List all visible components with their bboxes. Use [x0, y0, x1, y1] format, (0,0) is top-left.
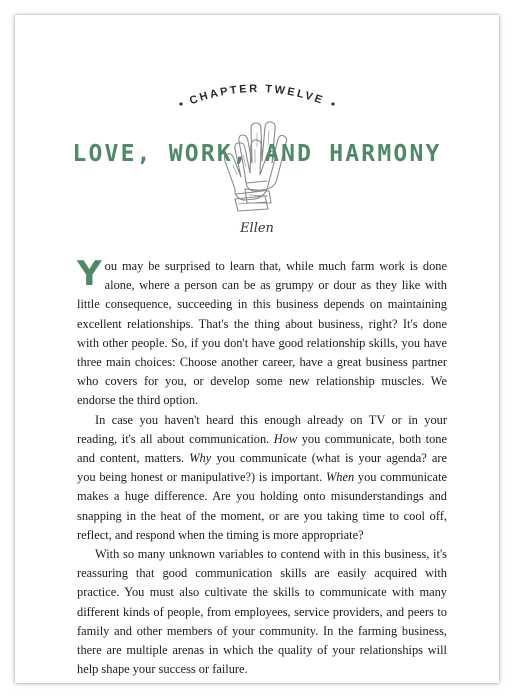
- chapter-author: Ellen: [240, 221, 274, 236]
- chapter-title: LOVE, WORK, AND HARMONY: [72, 141, 442, 167]
- p2-emphasis-why: Why: [189, 451, 212, 466]
- p2-text-b: you communicate, both tone and content, matters.: [77, 431, 447, 466]
- p2-text-d: you communicate makes a huge difference. Are you holding onto misunderstandings and snapping in the heat of the moment, or are you taking time to cool off, reflect, and respond when the timing is more appropriate?: [77, 470, 447, 542]
- p2-text-c: you communicate (what is your agenda? are you being honest or manipulative?) is important.: [77, 451, 447, 485]
- p2-emphasis-when: When: [325, 470, 355, 485]
- bullet-right: [331, 102, 334, 105]
- drop-cap: Y: [77, 254, 102, 294]
- p2-emphasis-how: How: [273, 431, 298, 446]
- paragraph-3: [77, 545, 447, 679]
- paragraph-2: [77, 411, 447, 545]
- body-text: [77, 254, 447, 679]
- paragraph-1-text: ou may be surprised to learn that, while much farm work is done alone, where a person can be as grumpy or dour as they like with little consequence, succeeding in this business depends on maintaining excellent relationships. That's the thing about business, right? It's done with other people. So, if you don't have good relationship skills, you have three main choices: Choose another career, have a great business partner who covers for you, or develop some new relationship muscles. We endorse the third option.: [77, 259, 447, 408]
- paragraph-3-text: With so many unknown variables to contend with in this business, it's reassuring that good communication skills are easily acquired with practice. You must also cultivate the skills to communicate with many different kinds of people, from employees, service providers, and peers to family and other members of your community. In the farming business, there are multiple arenas in which the quality of your relationships will help shape your success or failure.: [77, 547, 447, 677]
- bullet-left: [179, 102, 182, 105]
- p2-text-a: In case you haven't heard this enough already on TV or in your reading, it's all about communication.: [77, 412, 447, 446]
- paragraph-1: [77, 254, 447, 411]
- svg-text:CHAPTER TWELVE: [188, 83, 326, 107]
- chapter-label: CHAPTER TWELVE: [188, 82, 326, 108]
